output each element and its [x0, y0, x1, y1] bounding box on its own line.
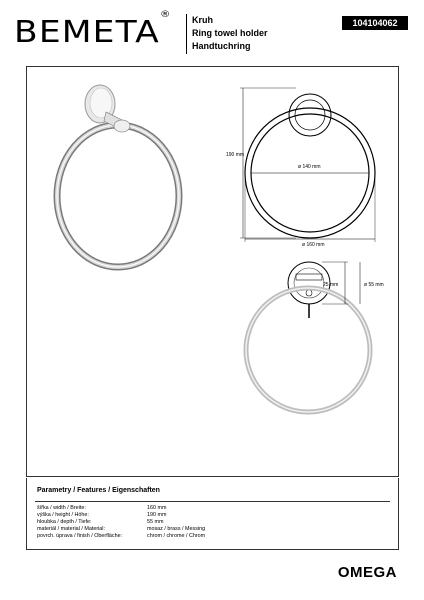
spec-row-finish: [37, 533, 205, 540]
spec-value: chrom / chrome / Chrom: [147, 533, 206, 539]
brand-name: BEMETA: [14, 15, 160, 50]
spec-row-width: [37, 505, 166, 512]
spec-value: 190 mm: [147, 512, 167, 518]
product-illustration: [57, 85, 179, 267]
specs-title: Parametry / Features / Eigenschaften: [37, 487, 160, 494]
specs-panel: [26, 478, 399, 550]
inner-diameter-label: ø 140 mm: [298, 164, 321, 170]
height-dimension-label: 190 mm: [226, 152, 245, 158]
spec-value: mosaz / brass / Messing: [147, 526, 206, 532]
registered-mark: ®: [159, 10, 171, 20]
product-code-badge: 104104062: [342, 16, 408, 30]
series-name: OMEGA: [337, 564, 397, 581]
spec-label: výška / height / Höhe:: [37, 512, 89, 518]
title-cz: Kruh: [192, 15, 213, 25]
spec-row-depth: [37, 519, 163, 526]
spec-label: materiál / material / Material:: [37, 526, 106, 532]
side-ring-edge: [246, 288, 370, 412]
spec-label: hloubka / depth / Tiefe:: [37, 519, 92, 525]
width-dimension-label: ø 160 mm: [302, 242, 325, 248]
ring-chrome: [57, 125, 179, 267]
title-de: Handtuchring: [192, 41, 251, 51]
spec-value: 160 mm: [147, 505, 167, 511]
mount-bracket: [296, 274, 322, 280]
spec-row-height: [37, 512, 166, 519]
arm-clamp: [114, 120, 130, 132]
spec-value: 55 mm: [147, 519, 164, 525]
spec-label: šířka / width / Breite:: [37, 505, 86, 511]
specs-divider: [35, 501, 390, 502]
depth-dimension-label: 25 mm: [323, 282, 339, 288]
side-rosette-inner: [294, 268, 324, 298]
base-diameter-label: ø 55 mm: [364, 282, 384, 288]
title-en: Ring towel holder: [192, 28, 268, 38]
spec-row-material: [37, 526, 205, 533]
mount-screw: [306, 290, 312, 296]
spec-label: povrch. úprava / finish / Oberfläche:: [37, 533, 123, 539]
side-view: [246, 262, 370, 412]
